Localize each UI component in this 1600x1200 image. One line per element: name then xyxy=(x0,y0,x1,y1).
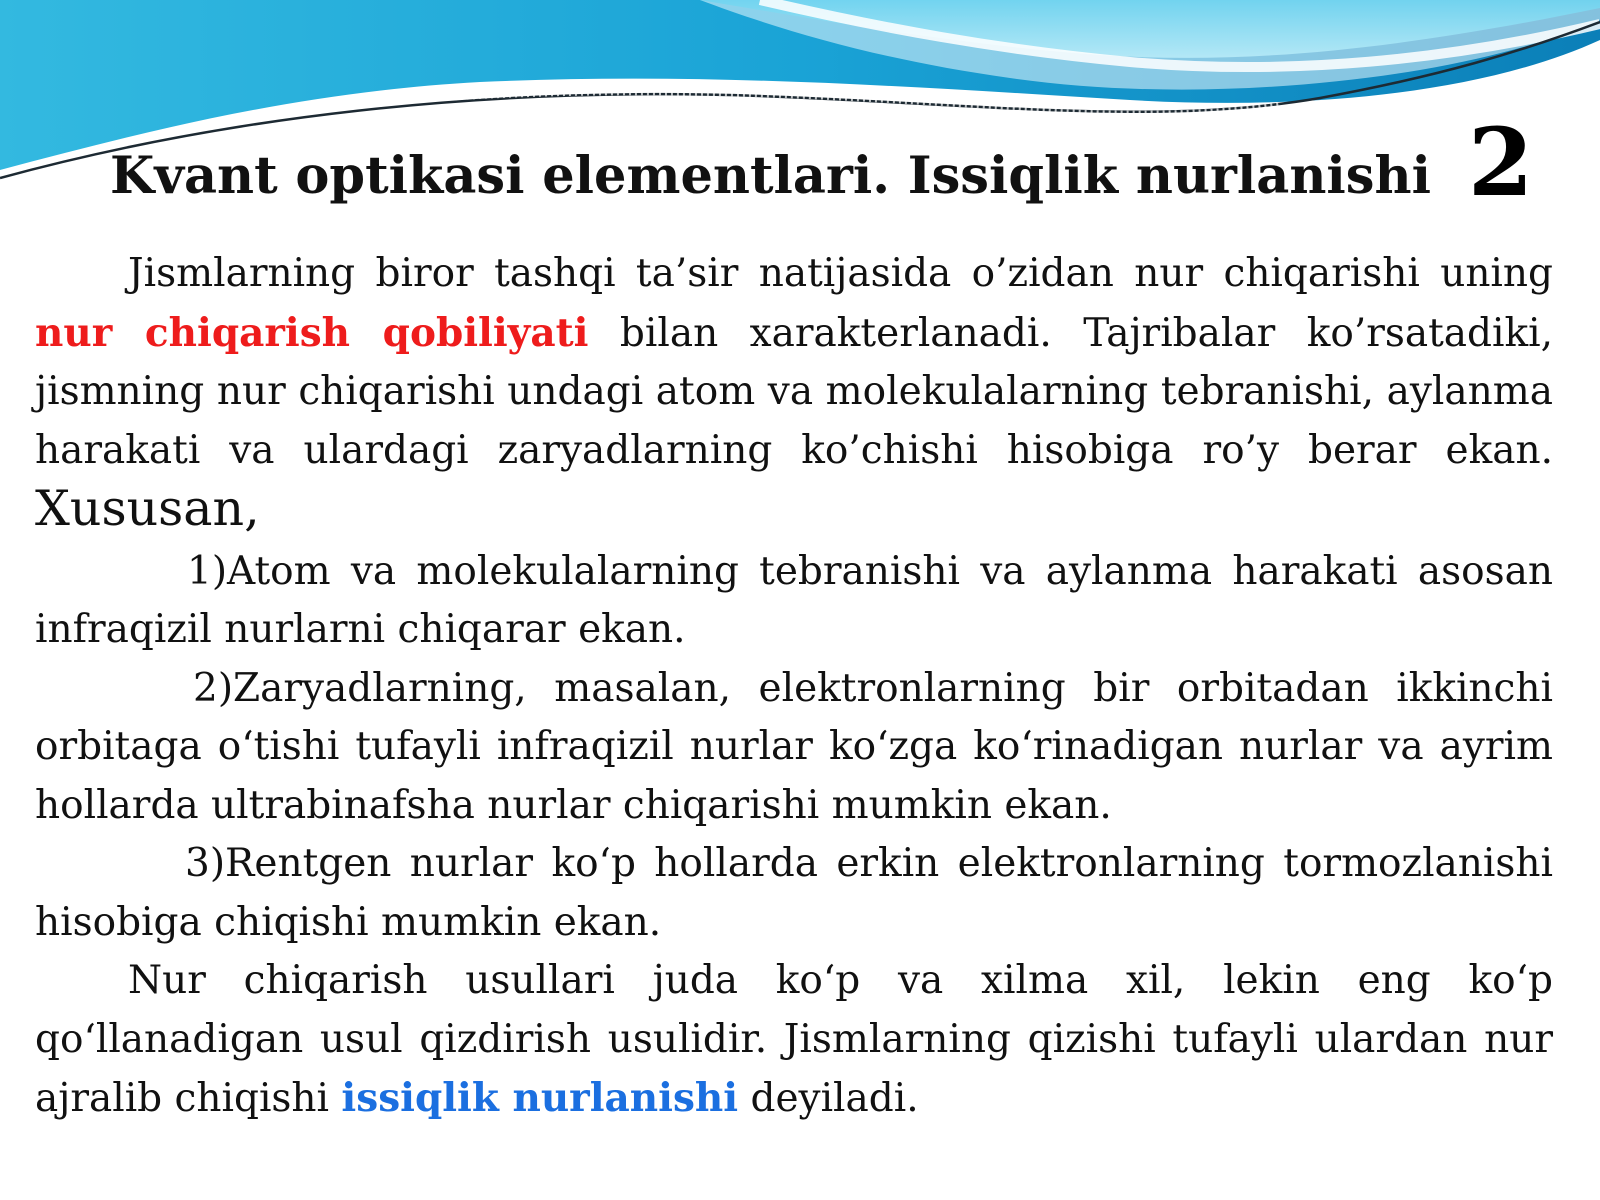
list-item-1: 1)Atom va molekulalarning tebranishi va aylanma harakati asosan infraqizil nurlarni chiqarar ekan. xyxy=(35,548,1553,652)
paragraph-text: Nur chiqarish usullari juda ko‘p va xilma xil, lekin eng ko‘p qo‘llanadigan usul qizdirish usulidir. Jismlarning qizishi tufayli ulardan nur ajralib chiqishi xyxy=(35,958,1553,1121)
paragraph-text: bilan xarakterlanadi. Tajribalar ko’rsatadiki, jismning nur chiqarishi undagi atom va molekulalarning tebranishi, aylanma harakati va ulardagi zaryadlarning ko’chishi hisobiga ro’y berar ekan. xyxy=(35,310,1554,473)
paragraph-text: Jismlarning biror tashqi ta’sir natijasida o’zidan nur chiqarishi uning xyxy=(128,251,1553,296)
paragraph-intro xyxy=(35,245,1553,543)
paragraph-conclusion xyxy=(35,952,1553,1129)
list-item-2: 2)Zaryadlarning, masalan, elektronlarning bir orbitadan ikkinchi orbitaga o‘tishi tufayli infraqizil nurlar ko‘zga ko‘rinadigan nurlar va ayrim hollarda ultrabinafsha nurlar chiqarishi mumkin ekan. xyxy=(35,665,1553,828)
slide-title: Kvant optikasi elementlari. Issiqlik nurlanishi xyxy=(110,146,1431,206)
highlight-term-blue: issiqlik nurlanishi xyxy=(341,1075,739,1121)
highlight-term-red: nur chiqarish qobiliyati xyxy=(35,309,589,356)
list-item-3: 3)Rentgen nurlar ko‘p hollarda erkin elektronlarning tormozlanishi hisobiga chiqishi mumkin ekan. xyxy=(35,841,1553,945)
slide-number: 2 xyxy=(1468,108,1534,218)
paragraph-text-large: Xususan, xyxy=(35,480,260,537)
slide-body xyxy=(35,245,1553,1129)
paragraph-text: deyiladi. xyxy=(738,1076,919,1121)
